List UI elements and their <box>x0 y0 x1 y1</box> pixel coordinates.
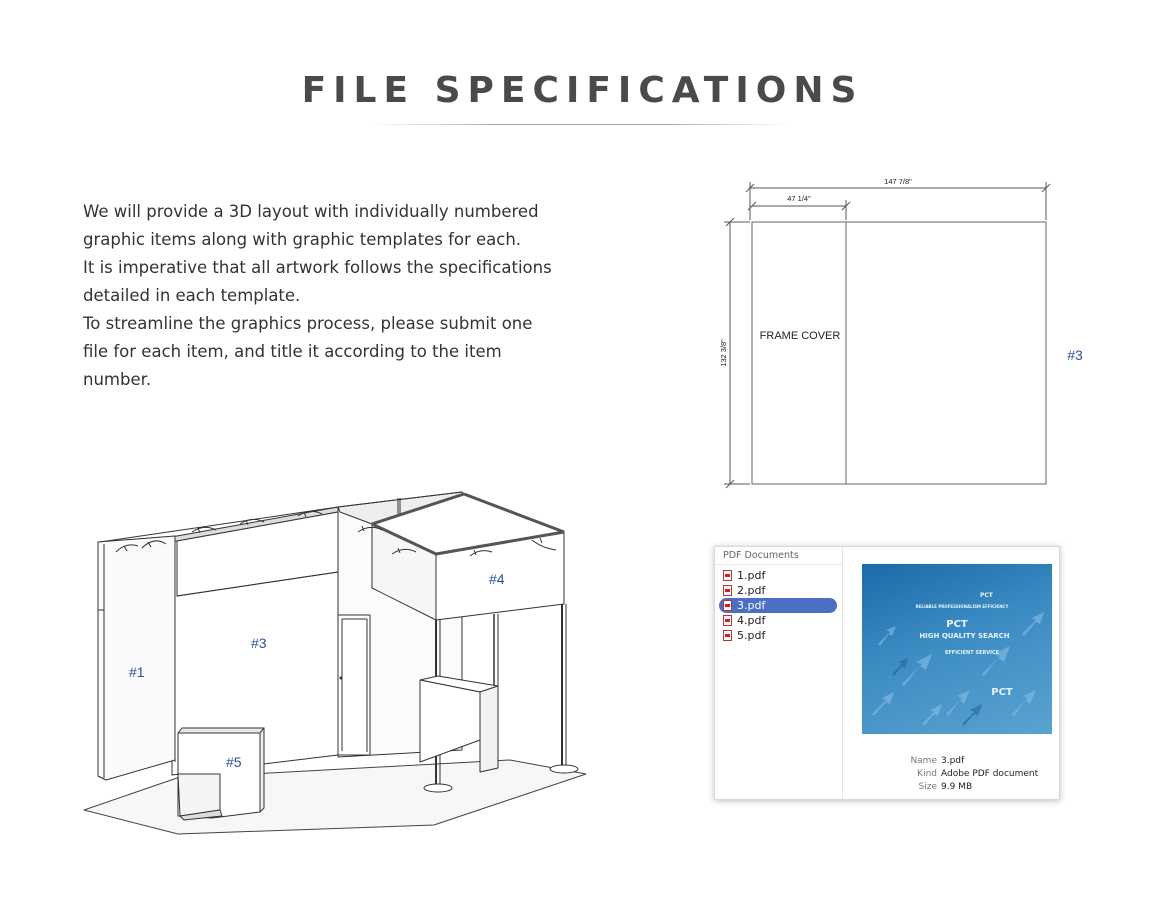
meta-kind-label: Kind <box>917 769 937 779</box>
preview-text-5: EFFICIENT SERVICE <box>944 650 1000 656</box>
meta-name-label: Name <box>910 756 937 766</box>
pdf-file-icon <box>723 585 732 596</box>
intro-paragraph-3: To streamline the graphics process, please submit one file for each item, and title it according to the item number. <box>83 314 533 389</box>
booth-3d-layout <box>80 480 590 840</box>
meta-size-value: 9.9 MB <box>941 782 973 792</box>
overall-width-label: 147 7/8" <box>884 177 912 186</box>
pdf-file-list <box>719 568 837 643</box>
pdf-file-name: 1.pdf <box>737 569 766 582</box>
booth-label-1: #1 <box>129 664 145 680</box>
pdf-file-name: 4.pdf <box>737 614 766 627</box>
booth-label-3: #3 <box>251 635 267 651</box>
pdf-file-name: 3.pdf <box>737 599 766 612</box>
preview-text-6: PCT <box>991 687 1013 698</box>
preview-text-4: HIGH QUALITY SEARCH <box>919 632 1010 640</box>
pdf-file-item-selected[interactable] <box>719 598 837 613</box>
template-drawing <box>700 170 1100 495</box>
pdf-file-icon <box>723 600 732 611</box>
pdf-file-icon <box>723 615 732 626</box>
pdf-file-name: 2.pdf <box>737 584 766 597</box>
meta-size-label: Size <box>918 782 937 792</box>
meta-name-value: 3.pdf <box>941 756 965 766</box>
preview-text-2: RELIABLE PROFESSIONALISM EFFICIENCY <box>915 604 1009 609</box>
meta-kind-value: Adobe PDF document <box>941 769 1039 779</box>
preview-arrows-pattern <box>862 564 1052 734</box>
template-item-number: #3 <box>1067 347 1083 363</box>
preview-text-1: PCT <box>980 592 993 599</box>
page-title: FILE SPECIFICATIONS <box>301 70 864 111</box>
pdf-file-icon <box>723 570 732 581</box>
panel-width-label: 47 1/4" <box>787 194 811 203</box>
intro-paragraph-1: We will provide a 3D layout with individually numbered graphic items along with graphic templates for each. <box>83 202 539 249</box>
preview-text-3: PCT <box>946 619 968 630</box>
pdf-file-name: 5.pdf <box>737 629 766 642</box>
booth-label-4: #4 <box>489 571 505 587</box>
pdf-file-item[interactable] <box>719 568 837 583</box>
pdf-file-item[interactable] <box>719 613 837 628</box>
booth-label-5: #5 <box>226 754 242 770</box>
intro-text <box>83 198 553 394</box>
height-label: 132 3/8" <box>719 339 728 367</box>
pdf-file-item[interactable] <box>719 583 837 598</box>
intro-paragraph-2: It is imperative that all artwork follows the specifications detailed in each template. <box>83 258 552 305</box>
pdf-file-icon <box>723 630 732 641</box>
pdf-sidebar <box>715 547 843 799</box>
pdf-file-info <box>862 755 1052 794</box>
pdf-file-item[interactable] <box>719 628 837 643</box>
frame-cover-label: FRAME COVER <box>759 330 841 342</box>
pdf-documents-window <box>714 546 1060 800</box>
title-divider <box>372 124 792 125</box>
pdf-preview-thumbnail <box>862 564 1052 734</box>
pdf-sidebar-header: PDF Documents <box>715 547 842 565</box>
